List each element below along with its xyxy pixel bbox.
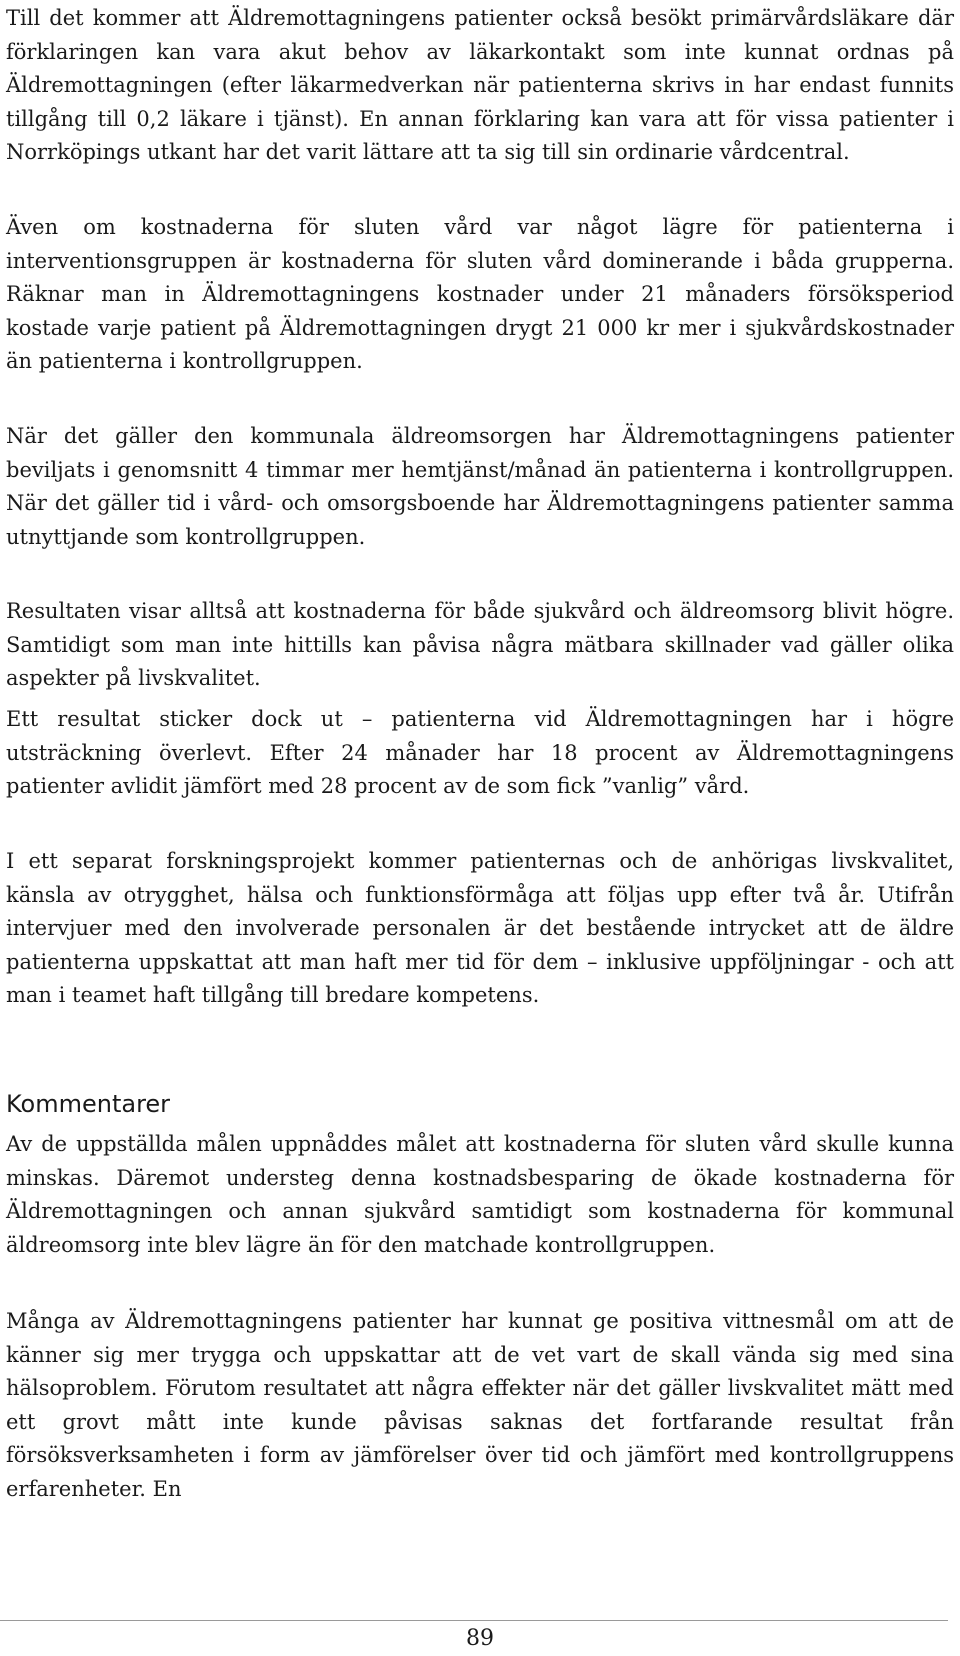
section-paragraph: Många av Äldremottagningens patienter har kunnat ge positiva vittnesmål om att de känner sig mer trygga och uppskattar att de vet vart de skall vända sig med sina hälsoproblem. Förutom resultatet att några effekter när det gäller livskvalitet mätt med ett grovt mått inte kunde påvisas saknas det fortfarande resultat från försöksverksamheten i form av jämförelser över tid och jämfört med kontrollgruppens erfarenheter. En (6, 1309, 954, 1501)
body-paragraph: Resultaten visar alltså att kostnaderna för både sjukvård och äldreomsorg blivit högre. Samtidigt som man inte hittills kan påvisa några mätbara skillnader vad gäller olika aspekter på livskvalitet. (6, 599, 954, 690)
body-paragraph: Ett resultat sticker dock ut – patienterna vid Äldremottagningen har i högre utsträckning överlevt. Efter 24 månader har 18 procent av Äldremottagningens patienter avlidit jämfört med 28 procent av de som fick ”vanlig” vård. (6, 707, 954, 798)
body-paragraph: Till det kommer att Äldremottagningens patienter också besökt primärvårdsläkare där förklaringen kan vara akut behov av läkarkontakt som inte kunnat ordnas på Äldremottagningen (efter läkarmedverkan när patienterna skrivs in har endast funnits tillgång till 0,2 läkare i tjänst). En annan förklaring kan vara att för vissa patienter i Norrköpings utkant har det varit lättare att ta sig till sin ordinarie vårdcentral. (6, 6, 954, 164)
body-paragraph: Även om kostnaderna för sluten vård var något lägre för patienterna i interventionsgruppen är kostnaderna för sluten vård dominerande i båda grupperna. Räknar man in Äldremottagningens kostnader under 21 månaders försöksperiod kostade varje patient på Äldremottagningen drygt 21 000 kr mer i sjukvårdskostnader än patienterna i kontrollgruppen. (6, 215, 954, 373)
page-number: 89 (466, 1626, 494, 1651)
footer-divider (0, 1620, 948, 1621)
section-heading: Kommentarer (6, 1090, 171, 1118)
body-paragraph: I ett separat forskningsprojekt kommer patienternas och de anhörigas livskvalitet, känsla av otrygghet, hälsa och funktionsförmåga att följas upp efter två år. Utifrån intervjuer med den involverade personalen är det bestående intrycket att de äldre patienterna uppskattat att man haft mer tid för dem – inklusive uppföljningar - och att man i teamet haft tillgång till bredare kompetens. (6, 849, 954, 1007)
section-paragraph: Av de uppställda målen uppnåddes målet att kostnaderna för sluten vård skulle kunna minskas. Däremot understeg denna kostnadsbesparing de ökade kostnaderna för Äldremottagningen och annan sjukvård samtidigt som kostnaderna för kommunal äldreomsorg inte blev lägre än för den matchade kontrollgruppen. (6, 1132, 954, 1257)
body-paragraph: När det gäller den kommunala äldreomsorgen har Äldremottagningens patienter beviljats i genomsnitt 4 timmar mer hemtjänst/månad än patienterna i kontrollgruppen. När det gäller tid i vård- och omsorgsboende har Äldremottagningens patienter samma utnyttjande som kontrollgruppen. (6, 424, 954, 549)
